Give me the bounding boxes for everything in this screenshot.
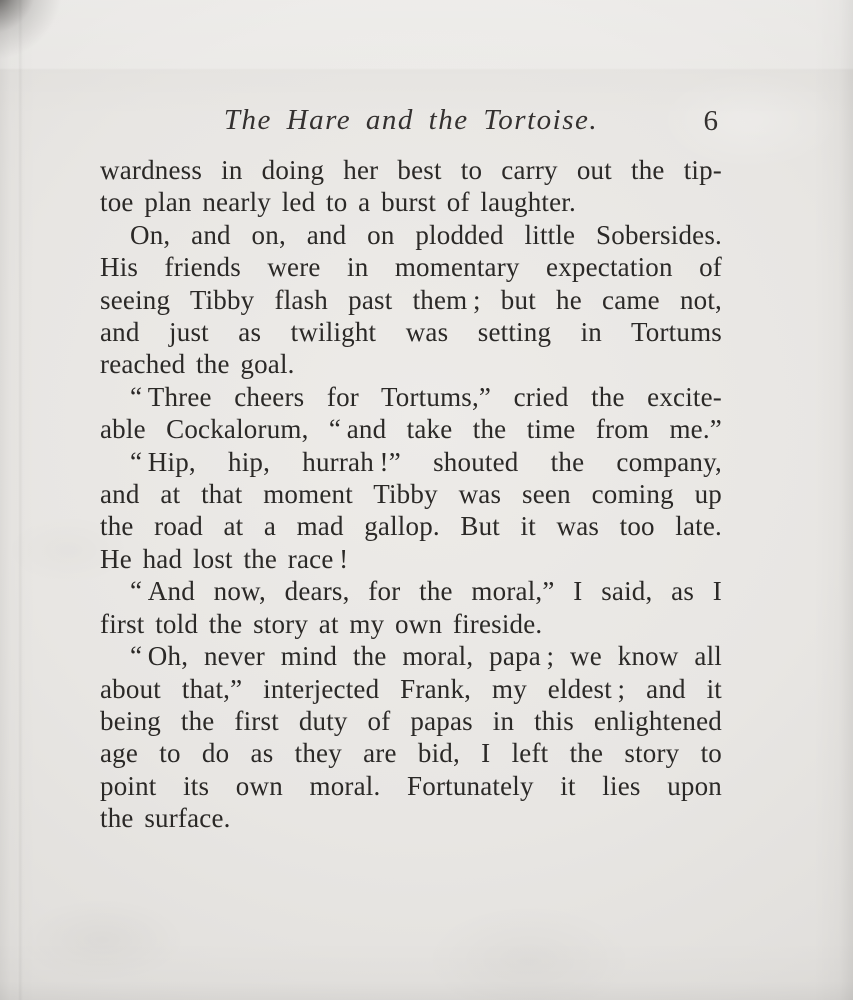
body-line: the road at a mad gallop. But it was too late. [100,511,722,542]
page-title: The Hare and the Tortoise. [223,104,599,136]
body-line: able Cockalorum, “ and take the time from me.” [100,414,722,445]
body-line: His friends were in momentary expectation of [100,252,722,283]
page-header [100,104,722,144]
body-line: “ And now, dears, for the moral,” I said, as I [130,576,722,607]
body-line: the surface. [100,803,231,834]
body-line: and at that moment Tibby was seen coming up [100,479,722,510]
body-line: about that,” interjected Frank, my eldest ; and it [100,673,722,704]
body-line: reached the goal. [100,349,295,380]
body-line: He had lost the race ! [100,543,349,574]
body-line: wardness in doing her best to carry out the tip- [100,155,722,185]
page-content [100,104,722,835]
body-line: and just as twilight was setting in Tortums [100,317,722,348]
body-line: “ Three cheers for Tortums,” cried the excite- [130,381,722,412]
page-number: 6 [703,105,718,137]
body-line: age to do as they are bid, I left the story to [100,738,722,769]
body-line: toe plan nearly led to a burst of laughter. [100,187,576,218]
body-line: “ Oh, never mind the moral, papa ; we know all [130,641,722,672]
body-line: “ Hip, hip, hurrah !” shouted the company, [130,446,722,477]
body-line: seeing Tibby flash past them ; but he came not, [100,284,722,315]
body-line: being the first duty of papas in this enlightened [100,705,722,736]
body-line: first told the story at my own fireside. [100,608,543,639]
body-line: On, and on, and on plodded little Sobersides. [130,219,722,250]
body-line: point its own moral. Fortunately it lies upon [100,770,722,801]
page-body-text [100,154,722,835]
